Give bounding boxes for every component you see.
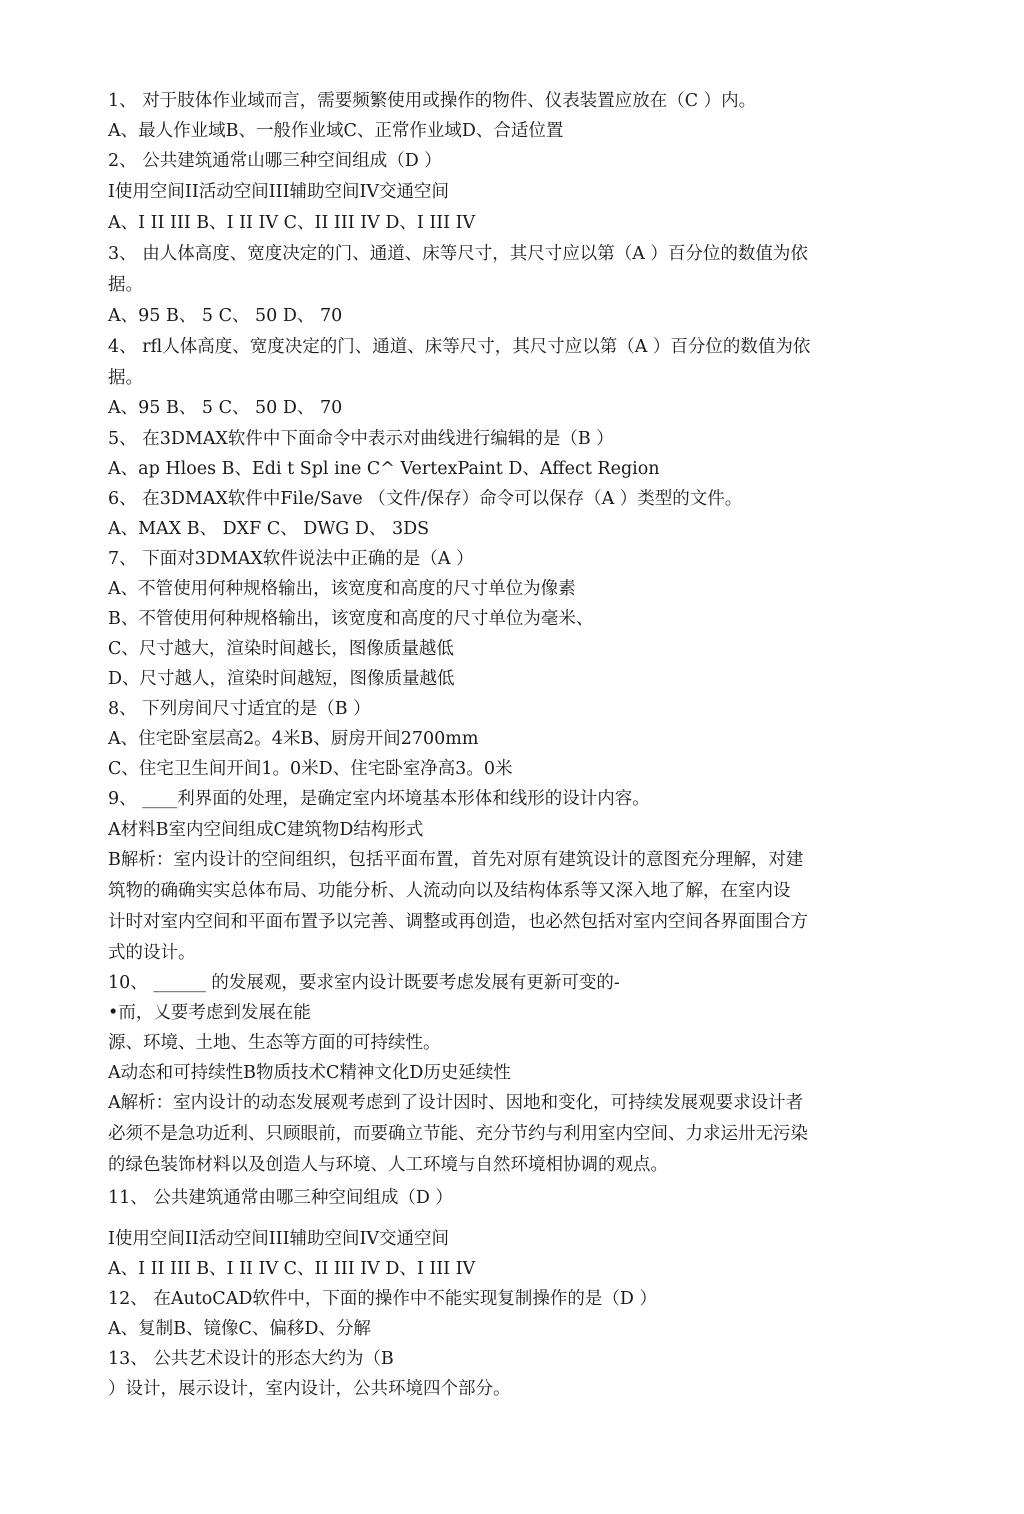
text-line: 12、 在AutoCAD软件中，下面的操作中不能实现复制操作的是（D ） — [108, 1289, 657, 1309]
text-line: I使用空间II活动空间III辅助空间IV交通空间 — [108, 1229, 450, 1249]
text-line: 11、 公共建筑通常由哪三种空间组成（D ） — [108, 1188, 453, 1208]
text-line: C、住宅卫生间开间1。0米D、住宅卧室净高3。0米 — [108, 759, 513, 779]
text-line: 筑物的确确实实总体布局、功能分析、人流动向以及结构体系等又深入地了解，在室内设 — [108, 881, 791, 901]
text-line: A、MAX B、 DXF C、 DWG D、 3DS — [108, 519, 430, 539]
text-line: A、I II III B、I II IV C、II III IV D、I III IV — [108, 1259, 476, 1279]
text-line: A、住宅卧室层高2。4米B、厨房开间2700mm — [108, 729, 479, 749]
text-line: A、ap Hloes B、Edi t Spl ine C^ VertexPaint D、Affect Region — [108, 459, 660, 479]
text-line: B、不管使用何种规格输出，该宽度和高度的尺寸单位为毫米、 — [108, 609, 594, 629]
text-line: 3、 由人体高度、宽度决定的门、通道、床等尺寸，其尺寸应以第（A ）百分位的数值为依 — [108, 244, 808, 264]
text-line: 式的设计。 — [108, 943, 196, 963]
text-line: A、95 B、 5 C、 50 D、 70 — [108, 398, 343, 418]
text-line: 据。 — [108, 368, 143, 388]
text-line: C、尺寸越大，渲染时间越长，图像质量越低 — [108, 639, 454, 659]
text-line: 据。 — [108, 275, 143, 295]
text-line: I使用空间II活动空间III辅助空间IV交通空间 — [108, 182, 450, 202]
text-line: 1、 对于肢体作业域而言，需要频繁使用或操作的物件、仪表装置应放在（C ）内。 — [108, 91, 757, 111]
text-line: •而，乂要考虑到发展在能 — [108, 1003, 311, 1023]
text-line: 8、 下列房间尺寸适宜的是（B ） — [108, 699, 371, 719]
text-line: 9、 ____利界面的处理，是确定室内坏境基本形体和线形的设计内容。 — [108, 789, 650, 809]
text-line: 计时对室内空间和平面布置予以完善、调整或再创造，也必然包括对室内空间各界面围合方 — [108, 912, 808, 932]
text-line: 10、 ______ 的发展观，要求室内设计既要考虑发展有更新可变的- — [108, 973, 620, 993]
text-line: A材料B室内空间组成C建筑物D结构形式 — [108, 820, 424, 840]
text-line: A、复制B、镜像C、偏移D、分解 — [108, 1319, 371, 1339]
text-line: B解析：室内设计的空间组织，包括平面布置，首先对原有建筑设计的意图充分理解，对建 — [108, 850, 804, 870]
text-line: 6、 在3DMAX软件中File/Save （文件/保存）命令可以保存（A ）类型的文件。 — [108, 489, 743, 509]
text-line: A动态和可持续性B物质技术C精神文化D历史延续性 — [108, 1063, 511, 1083]
text-line: ）设计，展示设计，室内设计，公共环境四个部分。 — [108, 1379, 511, 1399]
text-line: A解析：室内设计的动态发展观考虑到了设计因时、因地和变化，可持续发展观要求设计者 — [108, 1093, 804, 1113]
text-line: 7、 下面对3DMAX软件说法中正确的是（A ） — [108, 549, 474, 569]
text-line: 4、 rfl人体高度、宽度决定的门、通道、床等尺寸，其尺寸应以第（A ）百分位的数值为依 — [108, 337, 811, 357]
text-line: 必须不是急功近利、只顾眼前，而要确立节能、充分节约与利用室内空间、力求运卅无污染 — [108, 1124, 808, 1144]
text-line: 的绿色装饰材料以及创造人与环境、人工环境与自然环境相协调的观点。 — [108, 1155, 668, 1175]
text-line: A、不管使用何种规格输出，该宽度和高度的尺寸单位为像素 — [108, 579, 576, 599]
text-line: 13、 公共艺术设计的形态大约为（B — [108, 1349, 394, 1369]
text-line: A、I II III B、I II IV C、II III IV D、I III IV — [108, 213, 476, 233]
text-line: 5、 在3DMAX软件中下面命令中表示对曲线进行编辑的是（B ） — [108, 429, 614, 449]
text-line: 源、环境、土地、生态等方面的可持续性。 — [108, 1033, 441, 1053]
text-line: D、尺寸越人，渲染时间越短，图像质量越低 — [108, 669, 455, 689]
text-line: A、95 B、 5 C、 50 D、 70 — [108, 306, 343, 326]
text-line: 2、 公共建筑通常山哪三种空间组成（D ） — [108, 151, 442, 171]
text-line: A、最人作业域B、一般作业域C、正常作业域D、合适位置 — [108, 121, 564, 141]
